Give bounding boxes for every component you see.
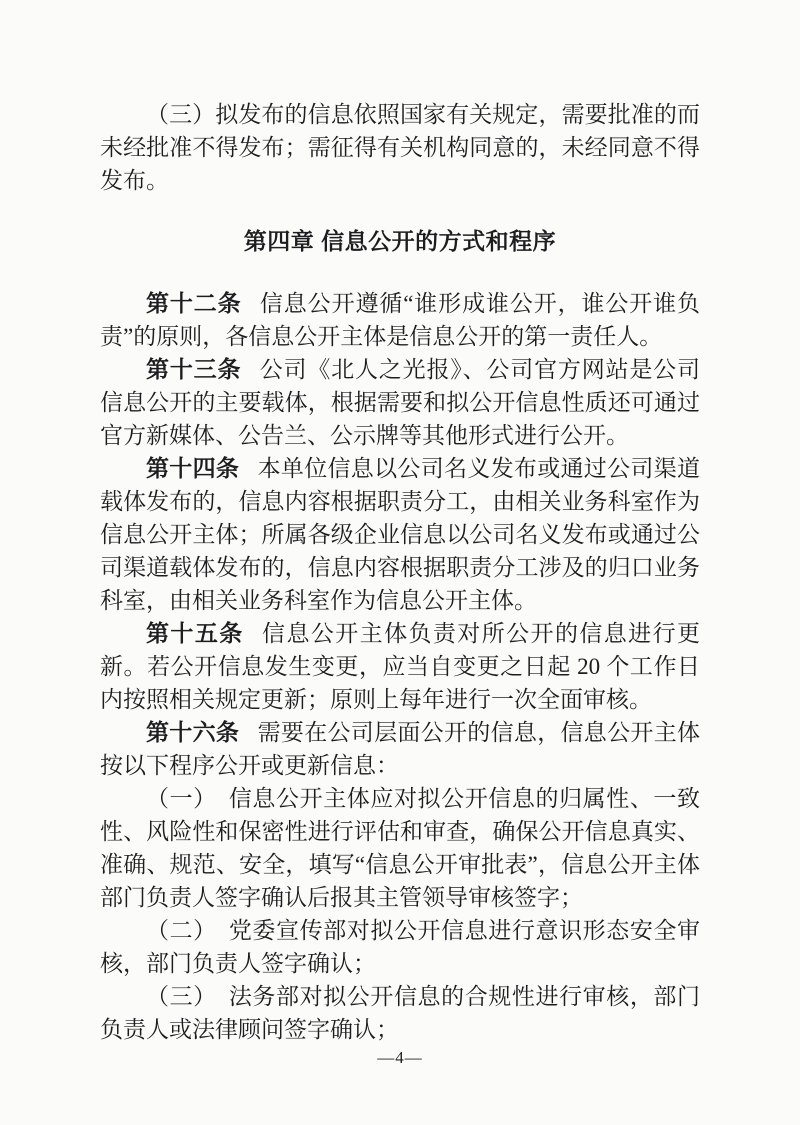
article-15-number: 第十五条 — [146, 621, 244, 646]
procedure-item-1 — [100, 782, 700, 914]
article-12-paragraph — [100, 287, 700, 353]
article-15-paragraph — [100, 617, 700, 716]
article-14-text: 本单位信息以公司名义发布或通过公司渠道载体发布的，信息内容根据职责分工，由相关业务科室作为信息公开主体；所属各级企业信息以公司名义发布或通过公司渠道载体发布的，信息内容根据职责分工涉及的归口业务科室，由相关业务科室作为信息公开主体。 — [100, 456, 701, 613]
intro-clause-paragraph — [100, 98, 700, 197]
article-13-paragraph — [100, 353, 700, 452]
article-15-text: 信息公开主体负责对所公开的信息进行更新。若公开信息发生变更，应当自变更之日起 20 个工作日内按照相关规定更新；原则上每年进行一次全面审核。 — [100, 621, 701, 712]
article-13-number: 第十三条 — [146, 357, 242, 382]
article-16-text: 需要在公司层面公开的信息，信息公开主体按以下程序公开或更新信息： — [100, 720, 701, 778]
page-number: —4— — [377, 1048, 423, 1067]
page-content — [100, 98, 700, 1046]
procedure-item-1-text: （一） 信息公开主体应对拟公开信息的归属性、一致性、风险性和保密性进行评估和审查，确保公开信息真实、准确、规范、安全，填写“信息公开审批表”，信息公开主体部门负责人签字确认后报其主管领导审核签字； — [100, 786, 700, 910]
chapter-heading: 第四章 信息公开的方式和程序 — [243, 228, 557, 254]
article-16-number: 第十六条 — [146, 720, 240, 745]
intro-clause-text: （三）拟发布的信息依照国家有关规定，需要批准的而未经批准不得发布；需征得有关机构同意的，未经同意不得发布。 — [100, 102, 700, 193]
article-13-text: 公司《北人之光报》、公司官方网站是公司信息公开的主要载体，根据需要和拟公开信息性质还可通过官方新媒体、公告兰、公示牌等其他形式进行公开。 — [100, 357, 701, 448]
article-12-text: 信息公开遵循“谁形成谁公开，谁公开谁负责”的原则，各信息公开主体是信息公开的第一责任人。 — [100, 291, 700, 349]
article-12-number: 第十二条 — [146, 291, 242, 316]
article-14-number: 第十四条 — [146, 456, 240, 481]
article-16-paragraph — [100, 716, 700, 782]
procedure-item-2-text: （二） 党委宣传部对拟公开信息进行意识形态安全审核，部门负责人签字确认； — [100, 918, 700, 976]
page-footer — [0, 1048, 800, 1068]
procedure-item-2 — [100, 914, 700, 980]
procedure-item-3-text: （三） 法务部对拟公开信息的合规性进行审核，部门负责人或法律顾问签字确认； — [100, 984, 700, 1042]
procedure-item-3 — [100, 980, 700, 1046]
article-14-paragraph — [100, 452, 700, 617]
